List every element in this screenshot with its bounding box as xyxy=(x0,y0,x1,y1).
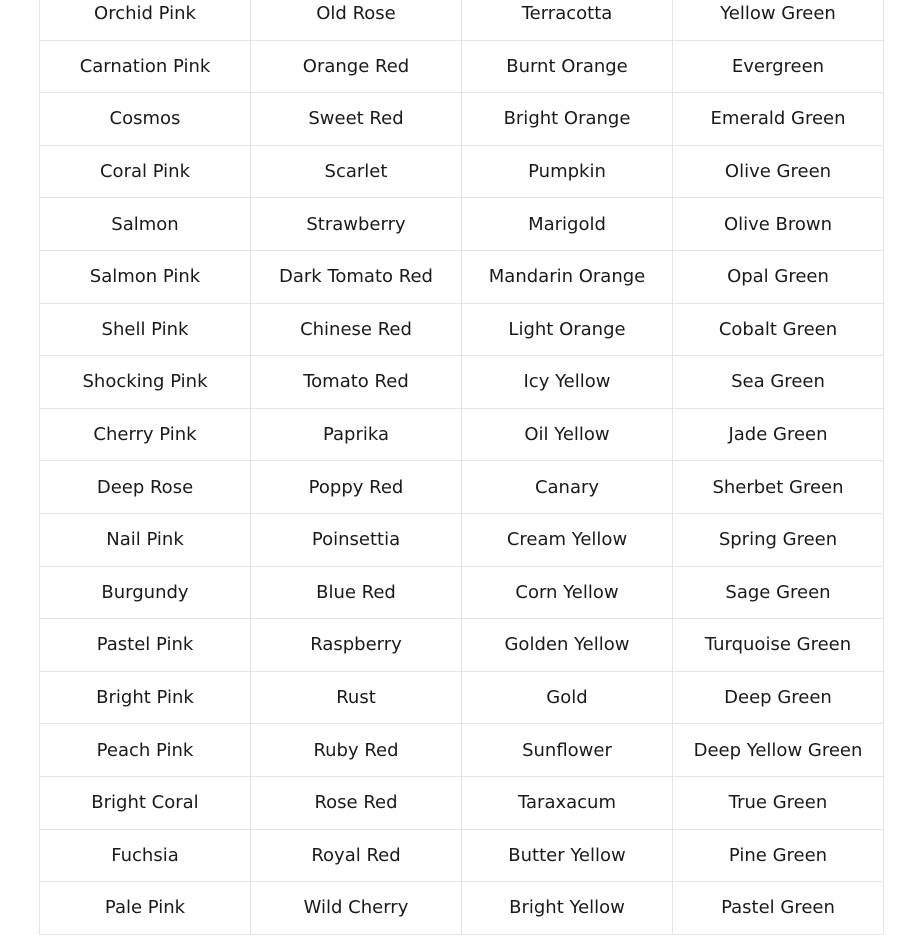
color-name-cell: Poinsettia xyxy=(251,513,462,566)
color-name-cell: Pastel Green xyxy=(673,882,884,935)
color-name-cell: Olive Green xyxy=(673,145,884,198)
color-name-cell: Pale Pink xyxy=(40,882,251,935)
color-name-cell: Pine Green xyxy=(673,829,884,882)
color-name-cell: Light Orange xyxy=(462,303,673,356)
table-row xyxy=(40,408,884,461)
color-name-cell: Opal Green xyxy=(673,250,884,303)
color-name-cell: Canary xyxy=(462,461,673,514)
color-name-cell: Cobalt Green xyxy=(673,303,884,356)
table-row xyxy=(40,461,884,514)
color-name-cell: Burgundy xyxy=(40,566,251,619)
table-row xyxy=(40,882,884,935)
color-name-cell: Butter Yellow xyxy=(462,829,673,882)
color-name-cell: Sherbet Green xyxy=(673,461,884,514)
table-row xyxy=(40,40,884,93)
table-row xyxy=(40,619,884,672)
color-name-cell: Cherry Pink xyxy=(40,408,251,461)
table-row xyxy=(40,566,884,619)
table-row xyxy=(40,776,884,829)
color-name-cell: Jade Green xyxy=(673,408,884,461)
color-name-cell: Sweet Red xyxy=(251,93,462,146)
color-names-table-body xyxy=(40,0,884,934)
color-name-cell: Rose Red xyxy=(251,776,462,829)
color-name-cell: Paprika xyxy=(251,408,462,461)
color-name-cell: Shell Pink xyxy=(40,303,251,356)
color-name-cell: Old Rose xyxy=(251,0,462,40)
color-name-cell: Tomato Red xyxy=(251,356,462,409)
color-names-table xyxy=(39,0,884,935)
color-name-cell: Poppy Red xyxy=(251,461,462,514)
color-name-cell: Corn Yellow xyxy=(462,566,673,619)
color-name-cell: Nail Pink xyxy=(40,513,251,566)
color-name-cell: Fuchsia xyxy=(40,829,251,882)
color-name-cell: Sea Green xyxy=(673,356,884,409)
color-name-cell: True Green xyxy=(673,776,884,829)
table-row xyxy=(40,0,884,40)
color-name-cell: Icy Yellow xyxy=(462,356,673,409)
color-name-cell: Sage Green xyxy=(673,566,884,619)
color-name-cell: Bright Pink xyxy=(40,671,251,724)
color-name-cell: Bright Yellow xyxy=(462,882,673,935)
table-row xyxy=(40,250,884,303)
color-name-cell: Gold xyxy=(462,671,673,724)
color-name-cell: Yellow Green xyxy=(673,0,884,40)
color-name-cell: Salmon Pink xyxy=(40,250,251,303)
table-row xyxy=(40,93,884,146)
color-name-cell: Burnt Orange xyxy=(462,40,673,93)
color-name-cell: Dark Tomato Red xyxy=(251,250,462,303)
color-name-cell: Orchid Pink xyxy=(40,0,251,40)
table-row xyxy=(40,671,884,724)
table-row xyxy=(40,145,884,198)
color-name-cell: Rust xyxy=(251,671,462,724)
table-row xyxy=(40,513,884,566)
color-name-cell: Emerald Green xyxy=(673,93,884,146)
color-name-cell: Shocking Pink xyxy=(40,356,251,409)
color-name-cell: Ruby Red xyxy=(251,724,462,777)
color-name-cell: Golden Yellow xyxy=(462,619,673,672)
color-name-cell: Orange Red xyxy=(251,40,462,93)
color-name-cell: Spring Green xyxy=(673,513,884,566)
table-row xyxy=(40,724,884,777)
color-name-cell: Royal Red xyxy=(251,829,462,882)
color-name-cell: Bright Orange xyxy=(462,93,673,146)
color-name-cell: Marigold xyxy=(462,198,673,251)
color-name-cell: Evergreen xyxy=(673,40,884,93)
color-name-cell: Strawberry xyxy=(251,198,462,251)
table-row xyxy=(40,829,884,882)
color-name-cell: Sunflower xyxy=(462,724,673,777)
color-name-cell: Cosmos xyxy=(40,93,251,146)
color-name-cell: Pumpkin xyxy=(462,145,673,198)
table-row xyxy=(40,198,884,251)
color-name-cell: Wild Cherry xyxy=(251,882,462,935)
color-name-cell: Coral Pink xyxy=(40,145,251,198)
color-name-cell: Pastel Pink xyxy=(40,619,251,672)
color-name-cell: Carnation Pink xyxy=(40,40,251,93)
color-name-cell: Turquoise Green xyxy=(673,619,884,672)
color-name-cell: Oil Yellow xyxy=(462,408,673,461)
color-name-cell: Deep Green xyxy=(673,671,884,724)
color-name-cell: Olive Brown xyxy=(673,198,884,251)
color-name-cell: Bright Coral xyxy=(40,776,251,829)
color-name-cell: Raspberry xyxy=(251,619,462,672)
color-name-cell: Mandarin Orange xyxy=(462,250,673,303)
color-names-sheet xyxy=(39,0,881,935)
color-name-cell: Salmon xyxy=(40,198,251,251)
color-name-cell: Cream Yellow xyxy=(462,513,673,566)
color-name-cell: Deep Yellow Green xyxy=(673,724,884,777)
table-row xyxy=(40,303,884,356)
color-name-cell: Taraxacum xyxy=(462,776,673,829)
color-name-cell: Peach Pink xyxy=(40,724,251,777)
color-name-cell: Terracotta xyxy=(462,0,673,40)
color-name-cell: Chinese Red xyxy=(251,303,462,356)
color-name-cell: Scarlet xyxy=(251,145,462,198)
table-row xyxy=(40,356,884,409)
color-name-cell: Deep Rose xyxy=(40,461,251,514)
color-name-cell: Blue Red xyxy=(251,566,462,619)
